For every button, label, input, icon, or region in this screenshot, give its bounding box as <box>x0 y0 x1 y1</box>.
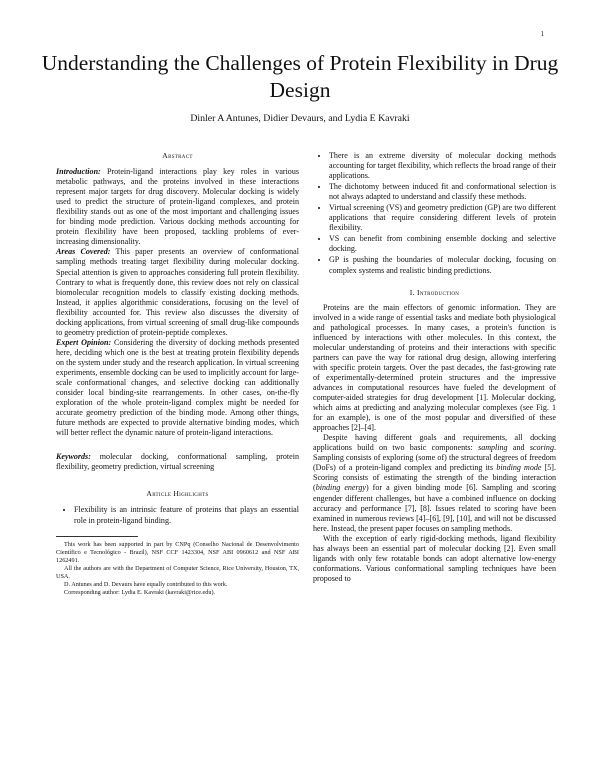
right-column <box>313 151 556 584</box>
highlight-item: • Flexibility is an intrinsic feature of proteins that plays an essential role in protein-ligand binding. <box>74 505 299 525</box>
page-number: 1 <box>540 30 544 38</box>
introduction-paragraph-1: Proteins are the main effectors of genomic information. They are involved in a wide range of essential tasks and mediate both physiological and pathological processes. In many cases, a protein's function is influenced by interactions with other molecules. In this context, the molecular understanding of proteins and their interactions with specific partners can pave the way for rational drug design, allowing interfering with specific protein targets. Over the past decades, the fast-growing rate of experimentally-determined protein structures and the impressive advances in computational resources have fueled the development of computer-aided strategies for drug development [1]. Molecular docking, which aims at predicting and analyzing molecular complexes (see Fig. 1 for an example), is one of the most popular and diversified of these approaches [2]–[4]. <box>313 302 556 433</box>
keywords-text: molecular docking, conformational sampling, protein flexibility, geometry prediction, virtual screening <box>56 452 299 472</box>
highlight-item: • There is an extreme diversity of molecular docking methods accounting for target flexibility, which reflects the broad range of their applications. <box>329 151 556 181</box>
highlights-list-left <box>56 505 299 525</box>
term-scoring: scoring <box>529 443 554 453</box>
introduction-paragraph-3: With the exception of early rigid-docking methods, ligand flexibility has always been an essential part of molecular docking [2]. Even small ligands with only few rotatable bonds can adopt alternative low-energy conformations. Various conformational sampling techniques have been proposed to <box>313 533 556 583</box>
abstract-introduction-text: Protein-ligand interactions play key roles in various metabolic pathways, and the proteins involved in these interactions represent major targets for drug discovery. Molecular docking is widely used to predict the structure of protein-ligand complexes, and protein flexibility stands out as one of the most important and challenging issues for binding mode prediction. Various docking methods accounting for protein flexibility have been proposed, tackling problems of ever-increasing dimensionality. <box>56 167 299 247</box>
footnote-divider <box>56 536 138 537</box>
footnote-funding: This work has been supported in part by CNPq (Conselho Nacional de Desenvolvimento Científico e Tecnológico - Brazil), NSF CCF 1423304, NSF ABI 0960612 and NSF ABI 1262491. <box>56 540 299 564</box>
abstract-expert-text: Considering the diversity of docking methods presented here, deciding which one is the best at treating protein flexibility depends on the system under study and the research application. In virtual screening experiments, ensemble docking can be used to implicitly account for large-scale conformational changes, and selective docking can additionally consider local binding-site rearrangements. In other cases, on-the-fly exploration of the whole protein-ligand complex might be needed for accurate geometry prediction of the binding mode. Among other things, future methods are expected to provide alternative binding modes, which will better reflect the dynamic nature of protein-ligand interactions. <box>56 337 300 438</box>
term-sampling: sampling <box>478 443 508 453</box>
abstract-introduction <box>56 167 299 247</box>
abstract-expert-label: Expert Opinion: <box>56 337 112 347</box>
intro-p2-text: Despite having different goals and requirements, all docking applications build on two basic components: <box>313 433 556 453</box>
intro-p2-text: ) for a given binding mode [6]. Sampling and scoring engender different challenges, but have a combined influence on docking accuracy and performance [7], [8]. Issues related to scoring have been examined in numerous reviews [4]–[6], [9], [10], and will not be discussed here. Instead, the present paper focuses on sampling methods. <box>313 483 556 533</box>
footnote-affiliation: All the authors are with the Department of Computer Science, Rice University, Houston, TX, USA. <box>56 564 299 580</box>
footnotes <box>56 541 299 598</box>
introduction-heading-number: I. <box>409 287 415 297</box>
highlight-item: • Virtual screening (VS) and geometry prediction (GP) are two different applications that require considering different levels of protein flexibility. <box>329 203 556 233</box>
footnote-corresponding-author: Corresponding author: Lydia E. Kavraki (kavraki@rice.edu). <box>64 589 216 597</box>
abstract-areas-label: Areas Covered: <box>56 247 111 257</box>
introduction-heading <box>313 288 556 298</box>
intro-p2-text: and <box>507 443 530 453</box>
author-list: Dinler A Antunes, Didier Devaurs, and Lydia E Kavraki <box>190 113 410 124</box>
highlights-list-right <box>313 151 556 276</box>
abstract-areas-text: This paper presents an overview of conformational sampling methods treating target flexibility during molecular docking. Special attention is given to approaches considering full protein flexibility. Contrary to what is frequently done, this review does not rely on classical biomolecular recognition models to classify existing docking methods. Instead, it applies algorithmic considerations, focusing on the level of flexibility accounted for. This review also discusses the diversity of docking applications, from virtual screening of small drug-like compounds to geometry prediction of protein-peptide complexes. <box>56 247 299 337</box>
term-binding-energy: binding energy <box>315 483 366 493</box>
highlight-item: • VS can benefit from combining ensemble docking and selective docking. <box>329 234 556 254</box>
left-column <box>56 151 299 597</box>
keywords-label: Keywords: <box>56 452 91 462</box>
abstract-introduction-label: Introduction: <box>56 167 101 177</box>
intro-p2-text: . Sampling consists of exploring (some of) the structural degrees of freedom (DoFs) of a protein-ligand complex and predicting its <box>313 443 556 473</box>
footnote-equal-contribution: D. Antunes and D. Devaurs have equally contributed to this work. <box>64 581 228 589</box>
introduction-paragraph-2 <box>313 433 556 533</box>
keywords <box>56 452 299 472</box>
paper-title: Understanding the Challenges of Protein Flexibility in Drug Design <box>41 51 559 102</box>
abstract-expert-opinion <box>56 338 299 438</box>
abstract-areas-covered <box>56 247 299 337</box>
abstract-heading: Abstract <box>162 151 193 160</box>
introduction-heading-text: Introduction <box>416 287 460 297</box>
term-binding-mode: binding mode <box>496 463 542 473</box>
intro-p2-text: [5]. Scoring consists of estimating the strength of the binding interaction ( <box>313 463 556 493</box>
highlight-item: • GP is pushing the boundaries of molecular docking, focusing on complex systems and realistic binding predictions. <box>329 255 556 275</box>
highlights-heading: Article Highlights <box>146 489 209 499</box>
highlight-item: • The dichotomy between induced fit and conformational selection is not always adapted to understand and classify these methods. <box>329 182 556 202</box>
